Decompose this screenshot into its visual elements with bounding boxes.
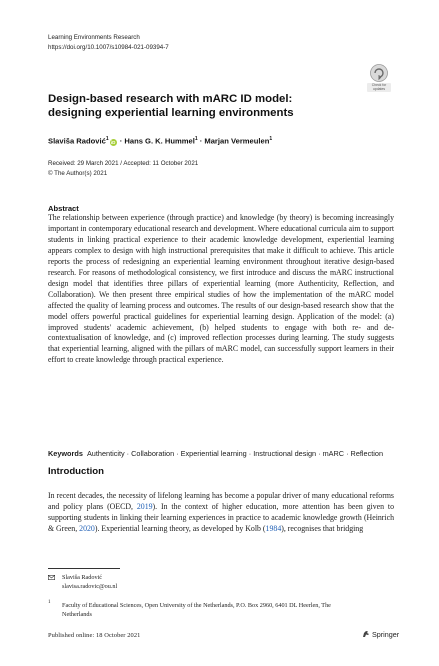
check-for-updates-badge[interactable]	[366, 63, 392, 93]
keywords	[48, 449, 388, 460]
author-name[interactable]: Marjan Vermeulen	[204, 136, 270, 146]
envelope-icon	[48, 575, 55, 580]
author-separator: ·	[117, 136, 125, 146]
doi-link[interactable]: https://doi.org/10.1007/s10984-021-09394-7	[48, 44, 169, 51]
author-list	[48, 136, 272, 146]
journal-name: Learning Environments Research	[48, 34, 140, 41]
author-name[interactable]: Hans G. K. Hummel	[124, 136, 195, 146]
copyright-notice: © The Author(s) 2021	[48, 170, 108, 177]
affiliation-number: 1	[48, 600, 51, 605]
contact-author-email[interactable]: slavisa.radovic@ou.nl	[62, 583, 118, 590]
intro-text-part: ). In the context of higher education, more attention has been given to supporting students in linking their learning experiences in practice to academic knowledge growth (Heinrich & Green,	[48, 501, 394, 533]
publisher-logo	[362, 630, 399, 639]
affiliation-marker: 1	[105, 136, 109, 142]
intro-text-part: ). Experiential learning theory, as developed by Kolb (	[94, 523, 266, 533]
intro-text-part: ), recognises that bridging	[281, 523, 364, 533]
check-for-updates-label: Check for updates	[371, 83, 387, 92]
keywords-label: Keywords	[48, 449, 83, 458]
abstract-heading: Abstract	[48, 204, 79, 213]
keywords-list: Authenticity · Collaboration · Experiential learning · Instructional design · mARC · Reflection	[86, 449, 383, 458]
published-online-date: Published online: 18 October 2021	[48, 632, 141, 639]
contact-author-name: Slaviša Radović	[62, 574, 103, 581]
citation-link[interactable]: 1984	[265, 523, 282, 533]
introduction-text	[48, 491, 394, 535]
author-separator: ·	[197, 136, 205, 146]
article-title: Design-based research with mARC ID model: designing experiential learning environments	[48, 93, 294, 119]
springer-horse-icon	[362, 630, 370, 638]
orcid-icon[interactable]: iD	[110, 139, 116, 145]
abstract-text: The relationship between experience (through practice) and knowledge (by theory) is becoming increasingly important in contemporary educational research and development. Where educational curricula aim to support students in linking practical experience to their academic knowledge development, experiential learning appears complex to design with high instructional prerequisites that make it difficult to achieve. This article reports the process of redesigning an experiential learning environment throughout iterative design-based research. For reasons of methodological consistency, we first introduce and discuss the mARC instructional design model that identifies three pillars of experiential learning (more Authenticity, Reflection, and Collaboration). We then present three empirical studies of how the implementation of the mARC model affected the quality of learning process and outcomes. The results of our design-based research show that the model offers powerful practical guidelines for experiential learning design. Application of the model: (a) improved students' academic achievement, (b) helped students to engage with both re- and de-contextualisation of knowledge, and (c) improved reflection processes during learning. The study suggests that experiential learning, aligned with the pillars of mARC model, can successfully support learners in their effort to create knowledge through practical experience.	[48, 213, 394, 365]
affiliation-marker: 1	[269, 136, 273, 142]
author-name[interactable]: Slaviša Radović	[48, 136, 106, 146]
intro-text-part: In recent decades, the necessity of lifelong learning has become a popular driver of many educational reforms and policy plans (OECD,	[48, 491, 394, 511]
affiliation-marker: 1	[194, 136, 198, 142]
introduction-heading: Introduction	[48, 466, 104, 477]
citation-link[interactable]: 2020	[79, 523, 95, 533]
article-dates: Received: 29 March 2021 / Accepted: 11 October 2021	[48, 160, 199, 167]
citation-link[interactable]: 2019	[136, 501, 153, 511]
affiliation-text: Faculty of Educational Sciences, Open University of the Netherlands, P.O. Box 2960, 6401 DL Heerlen, The Netherlands	[62, 602, 331, 618]
footnote-divider	[48, 568, 120, 569]
publisher-name: Springer	[372, 630, 400, 639]
